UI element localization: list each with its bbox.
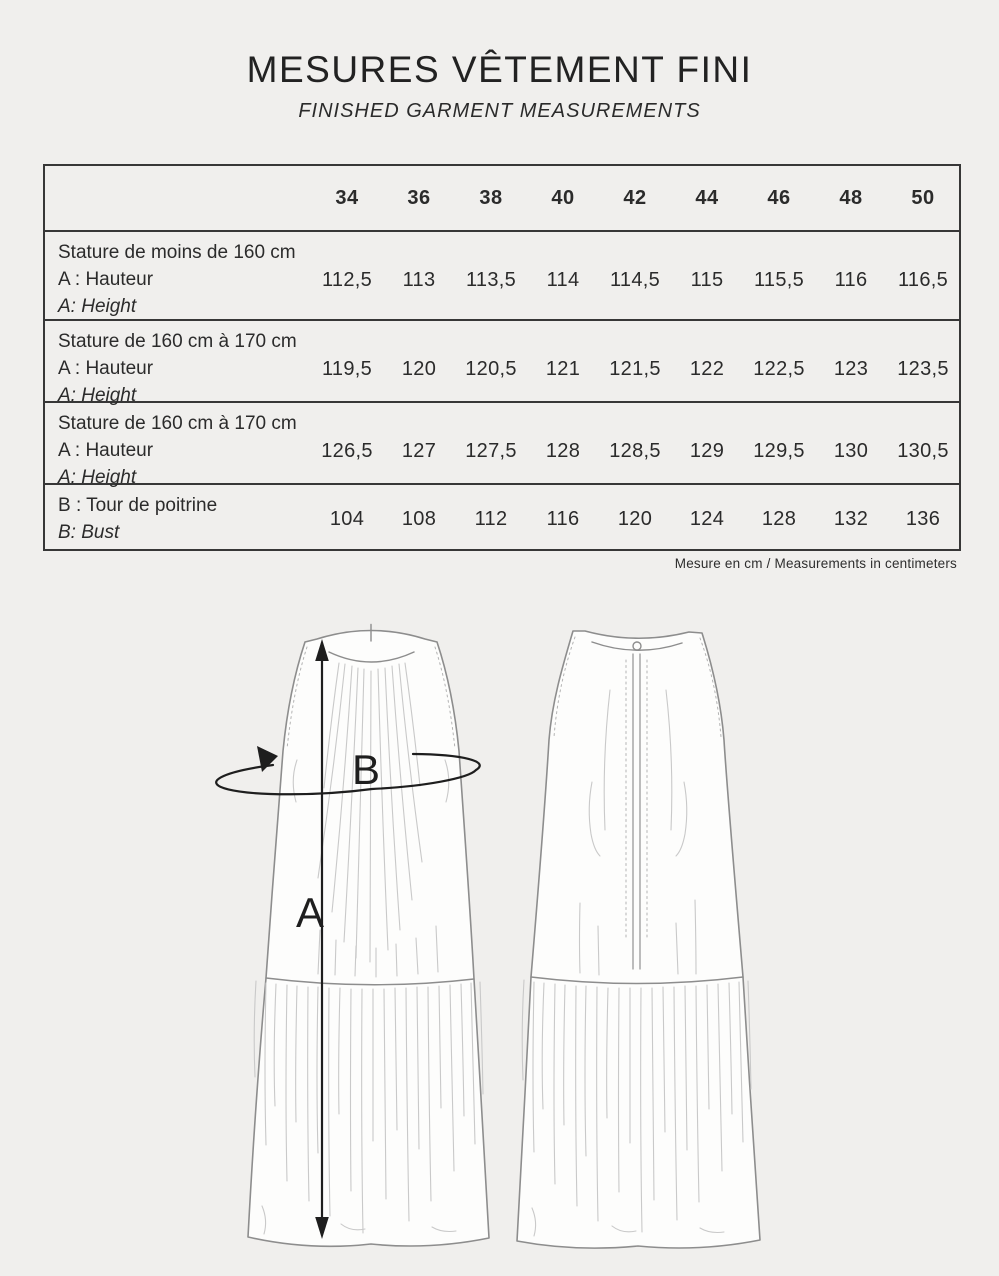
front-silhouette: [248, 631, 489, 1247]
arrow-up-left-icon: [257, 746, 278, 772]
measurement-cell: 119,5: [321, 357, 373, 380]
page-subtitle: FINISHED GARMENT MEASUREMENTS: [298, 100, 701, 122]
row-label-fr: Stature de moins de 160 cm: [58, 242, 296, 263]
measurement-cell: 128: [761, 508, 797, 531]
dress-back-view: [517, 631, 760, 1248]
row-label-en: A: Height: [58, 466, 137, 488]
measurement-cell: 115: [690, 268, 724, 291]
measurement-cell: 112: [474, 508, 508, 531]
measurement-cell: 115,5: [753, 268, 805, 291]
measurement-cell: 104: [329, 508, 365, 531]
measurement-cell: 120,5: [465, 357, 517, 380]
size-column-header: 34: [335, 186, 359, 209]
row-label-en: B: Bust: [58, 521, 120, 543]
measurement-cell: 132: [833, 508, 869, 531]
measurement-cell: 121: [545, 357, 581, 380]
back-silhouette: [517, 631, 760, 1248]
page-title: MESURES VÊTEMENT FINI: [246, 49, 753, 90]
measurement-cell: 114,5: [609, 268, 661, 291]
measurement-cell: 128: [545, 439, 581, 462]
row-label-en: A: Height: [58, 384, 137, 406]
measurement-cell: 116: [546, 508, 580, 531]
measurement-cell: 120: [401, 357, 437, 380]
measurement-cell: 123,5: [897, 357, 949, 380]
measurement-cell: 116: [834, 268, 868, 291]
measurement-cell: 121,5: [609, 357, 661, 380]
measurement-cell: 120: [617, 508, 653, 531]
measurement-cell: 108: [401, 508, 437, 531]
measurement-cell: 114: [546, 268, 580, 291]
size-column-header: 44: [695, 186, 719, 209]
bust-arrow-label: B: [352, 746, 381, 793]
measurement-cell: 130: [833, 439, 869, 462]
measurement-cell: 130,5: [897, 439, 949, 462]
measurement-cell: 129,5: [753, 439, 805, 462]
measurement-cell: 124: [689, 508, 725, 531]
measurement-cell: 126,5: [321, 439, 373, 462]
measurement-cell: 113: [402, 268, 436, 291]
size-column-header: 38: [479, 186, 503, 209]
row-label-measure: A : Hauteur: [58, 439, 154, 461]
row-label-measure: A : Hauteur: [58, 268, 154, 290]
size-column-header: 50: [911, 186, 935, 209]
size-column-header: 36: [407, 186, 431, 209]
row-label-fr: B : Tour de poitrine: [58, 495, 218, 516]
measurement-cell: 122: [689, 357, 725, 380]
measurement-cell: 127: [401, 439, 437, 462]
measurement-cell: 122,5: [753, 357, 805, 380]
measurement-cell: 116,5: [897, 268, 949, 291]
row-label-fr: Stature de 160 cm à 170 cm: [58, 331, 297, 352]
dress-front-view: [248, 625, 489, 1247]
measurement-cell: 112,5: [321, 268, 373, 291]
size-column-header: 42: [623, 186, 647, 209]
measurement-cell: 136: [905, 508, 941, 531]
measurement-cell: 127,5: [465, 439, 517, 462]
measurement-cell: 113,5: [465, 268, 517, 291]
size-column-header: 48: [839, 186, 863, 209]
height-arrow-label: A: [296, 889, 325, 936]
size-column-header: 46: [767, 186, 791, 209]
measurement-cell: 129: [689, 439, 725, 462]
row-label-measure: A : Hauteur: [58, 357, 154, 379]
row-label-en: A: Height: [58, 295, 137, 317]
unit-note: Mesure en cm / Measurements in centimeters: [674, 556, 957, 571]
measurement-cell: 123: [833, 357, 869, 380]
measurement-cell: 128,5: [609, 439, 661, 462]
row-label-fr: Stature de 160 cm à 170 cm: [58, 413, 297, 434]
size-column-header: 40: [551, 186, 575, 209]
